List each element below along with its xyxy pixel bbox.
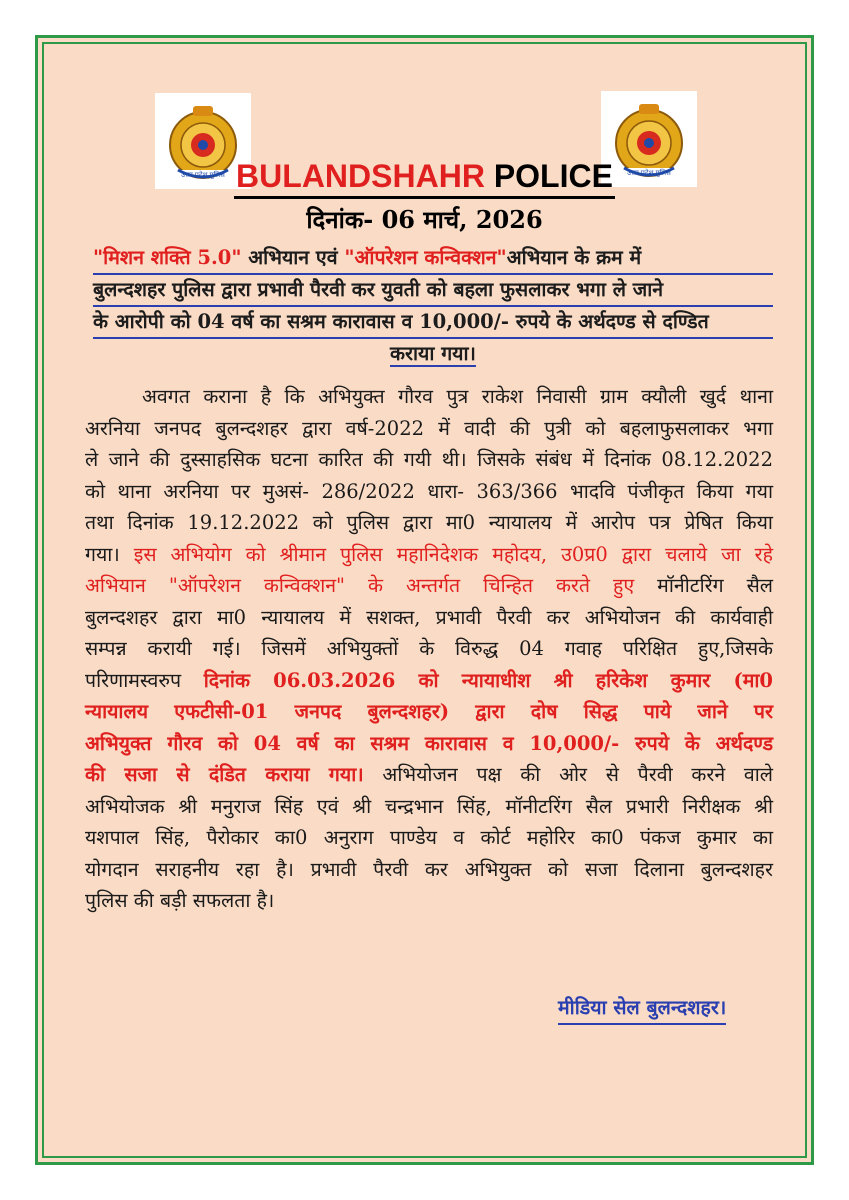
body-line: तथा दिनांक 19.12.2022 को पुलिस द्वारा मा0 न्यायालय में आरोप पत्र प्रेषित किया — [85, 511, 773, 534]
body-line: अभियोजक श्री मनुराज सिंह एवं श्री चन्द्रभान सिंह, मॉनीटरिंग सैल प्रभारी निरीक्षक श्री — [85, 794, 773, 818]
body-line: बुलन्दशहर द्वारा मा0 न्यायालय में सशक्त, प्रभावी पैरवी कर अभियोजन की कार्यवाही — [85, 605, 773, 629]
body-line: गया। इस अभियोग को श्रीमान पुलिस महानिदेशक महोदय, उ0प्र0 द्वारा चलाये जा रहे — [85, 542, 773, 566]
body-line: अवगत कराना है कि अभियुक्त गौरव पुत्र राकेश निवासी ग्राम क्यौली खुर्द थाना — [142, 385, 773, 408]
body-line: सम्पन्न करायी गई। जिसमें अभियुक्तों के विरुद्ध 04 गवाह परिक्षित हुए,जिसके — [85, 637, 773, 660]
svg-text:उत्तर प्रदेश पुलिस: उत्तर प्रदेश पुलिस — [627, 169, 671, 177]
body-text — [85, 381, 773, 917]
body-line: योगदान सराहनीय रहा है। प्रभावी पैरवी कर अभियुक्त को सजा दिलाना बुलन्दशहर — [85, 857, 773, 881]
body-line: अरनिया जनपद बुलन्दशहर द्वारा वर्ष-2022 में वादी की पुत्री को बहलाफुसलाकर भगा — [85, 416, 773, 440]
press-release-frame — [35, 35, 814, 1165]
title-red: BULANDSHAHR — [236, 158, 485, 194]
headline-line-3: के आरोपी को 04 वर्ष का सश्रम कारावास व 10,000/- रुपये के अर्थदण्ड से दण्डित — [93, 307, 773, 339]
svg-text:उत्तर प्रदेश पुलिस: उत्तर प्रदेश पुलिस — [181, 171, 225, 179]
body-line: पुलिस की बड़ी सफलता है। — [85, 889, 275, 912]
body-line: को थाना अरनिया पर मुअसं- 286/2022 धारा- 363/366 भादवि पंजीकृत किया गया — [85, 479, 773, 503]
body-line: ले जाने की दुस्साहसिक घटना कारित की गयी थी। जिसके संबंध में दिनांक 08.12.2022 — [85, 448, 773, 471]
page-title — [38, 156, 811, 199]
headline-line-1: "मिशन शक्ति 5.0" अभियान एवं "ऑपरेशन कन्विक्शन"अभियान के क्रम में — [93, 243, 773, 275]
release-date: दिनांक- 06 मार्च, 2026 — [306, 205, 543, 234]
body-line: न्यायालय एफटीसी-01 जनपद बुलन्दशहर) द्वारा दोष सिद्ध पाये जाने पर — [85, 700, 773, 723]
title-black: POLICE — [493, 158, 613, 194]
body-line: परिणामस्वरुप दिनांक 06.03.2026 को न्यायाधीश श्री हरिकेश कुमार (मा0 — [85, 668, 773, 692]
headline — [93, 243, 773, 369]
signature: मीडिया सेल बुलन्दशहर। — [558, 993, 726, 1025]
body-line: अभियुक्त गौरव को 04 वर्ष का सश्रम कारावास व 10,000/- रुपये के अर्थदण्ड — [85, 731, 773, 755]
body-line: यशपाल सिंह, पैरोकार का0 अनुराग पाण्डेय व कोर्ट महोरिर का0 पंकज कुमार का — [85, 826, 773, 849]
body-line: की सजा से दंडित कराया गया। अभियोजन पक्ष की ओर से पैरवी करने वाले — [85, 763, 774, 786]
body-line: अभियान "ऑपरेशन कन्विक्शन" के अन्तर्गत चिन्हित करते हुए मॉनीटरिंग सैल — [85, 574, 773, 597]
headline-line-2: बुलन्दशहर पुलिस द्वारा प्रभावी पैरवी कर युवती को बहला फुसलाकर भगा ले जाने — [93, 275, 773, 307]
headline-line-4: कराया गया। — [390, 342, 476, 365]
